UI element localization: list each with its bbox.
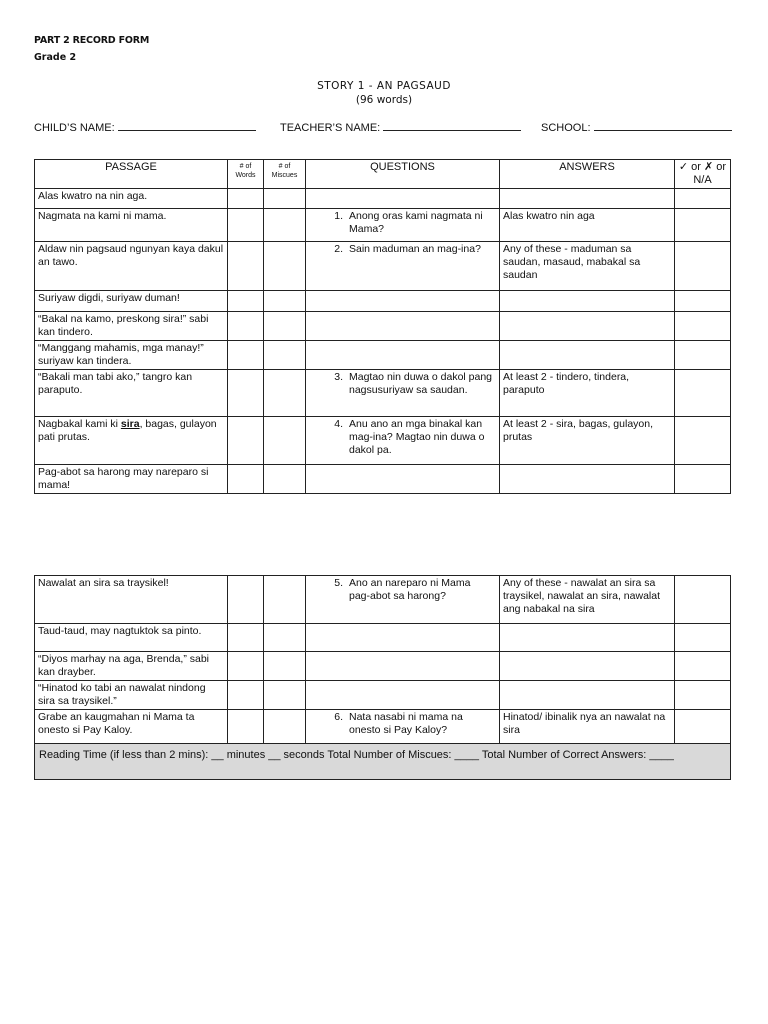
reading-summary: Reading Time (if less than 2 mins): __ minutes __ seconds Total Number of Miscues: ____ Total Number of Correct Answers: ____ (35, 744, 731, 780)
question-number: 6. (334, 711, 343, 723)
table-row (35, 189, 731, 209)
miscues-cell[interactable] (264, 370, 306, 417)
question-number: 1. (334, 210, 343, 222)
passage-cell: Taud-taud, may nagtuktok sa pinto. (35, 624, 228, 652)
answer-cell (500, 189, 675, 209)
questions-header: QUESTIONS (306, 160, 500, 189)
school-field[interactable] (541, 120, 732, 134)
miscues-cell[interactable] (264, 624, 306, 652)
words-cell[interactable] (228, 189, 264, 209)
mark-cell[interactable] (675, 710, 731, 744)
words-cell[interactable] (228, 624, 264, 652)
miscues-cell[interactable] (264, 341, 306, 370)
school-label: SCHOOL: (541, 122, 591, 134)
question-cell (306, 681, 500, 710)
answer-cell: Alas kwatro nin aga (500, 209, 675, 242)
teacher-name-blank[interactable] (383, 120, 521, 131)
mark-cell[interactable] (675, 370, 731, 417)
story-title: STORY 1 - AN PAGSAUD (317, 80, 451, 92)
words-cell[interactable] (228, 291, 264, 312)
question-cell (306, 624, 500, 652)
passage-cell: “Diyos marhay na aga, Brenda,” sabi kan drayber. (35, 652, 228, 681)
miscues-header: # of Miscues (264, 160, 306, 189)
teacher-name-field[interactable] (280, 120, 521, 134)
miscues-cell[interactable] (264, 242, 306, 291)
words-cell[interactable] (228, 576, 264, 624)
words-cell[interactable] (228, 465, 264, 494)
table-row (35, 576, 731, 624)
words-cell[interactable] (228, 209, 264, 242)
story-word-count: (96 words) (355, 94, 413, 106)
miscues-cell[interactable] (264, 189, 306, 209)
answer-cell: Hinatod/ ibinalik nya an nawalat na sira (500, 710, 675, 744)
question-cell (306, 417, 500, 465)
passage-text-end: , bagas, gulayon pati prutas. (38, 418, 217, 443)
words-cell[interactable] (228, 370, 264, 417)
passage-cell: Pag-abot sa harong may nareparo si mama! (35, 465, 228, 494)
table-row (35, 681, 731, 710)
mark-cell[interactable] (675, 417, 731, 465)
passage-cell: Aldaw nin pagsaud ngunyan kaya dakul an tawo. (35, 242, 228, 291)
table-row (35, 465, 731, 494)
grade-label: Grade 2 (34, 52, 77, 63)
answer-cell: At least 2 - tindero, tindera, paraputo (500, 370, 675, 417)
miscues-cell[interactable] (264, 291, 306, 312)
question-number: 4. (334, 418, 343, 430)
miscues-cell[interactable] (264, 465, 306, 494)
question-cell (306, 209, 500, 242)
answer-cell (500, 681, 675, 710)
words-header: # of Words (228, 160, 264, 189)
question-text: Anu ano an mga binakal kan mag-ina? Magtao nin duwa o dakol pa. (349, 418, 485, 456)
words-cell[interactable] (228, 710, 264, 744)
passage-cell: “Bakali man tabi ako,” tangro kan paraputo. (35, 370, 228, 417)
answer-cell (500, 624, 675, 652)
words-cell[interactable] (228, 417, 264, 465)
table-row (35, 417, 731, 465)
mark-cell[interactable] (675, 209, 731, 242)
record-table-2 (34, 575, 731, 780)
words-cell[interactable] (228, 312, 264, 341)
school-blank[interactable] (594, 120, 732, 131)
miscues-cell[interactable] (264, 576, 306, 624)
mark-cell[interactable] (675, 624, 731, 652)
question-cell (306, 370, 500, 417)
table-row (35, 624, 731, 652)
mark-cell[interactable] (675, 681, 731, 710)
mark-header: ✓ or ✗ or N/A (675, 160, 731, 189)
table-row (35, 291, 731, 312)
answer-cell (500, 312, 675, 341)
question-text: Magtao nin duwa o dakol pang nagsusuriyaw sa saudan. (349, 371, 493, 396)
miscues-cell[interactable] (264, 312, 306, 341)
passage-cell: Alas kwatro na nin aga. (35, 189, 228, 209)
mark-cell[interactable] (675, 242, 731, 291)
question-cell (306, 710, 500, 744)
mark-cell[interactable] (675, 341, 731, 370)
summary-row (35, 744, 731, 780)
question-number: 5. (334, 577, 343, 589)
question-cell (306, 576, 500, 624)
answer-cell (500, 341, 675, 370)
passage-cell: Grabe an kaugmahan ni Mama ta onesto si Pay Kaloy. (35, 710, 228, 744)
words-cell[interactable] (228, 681, 264, 710)
question-number: 3. (334, 371, 343, 383)
passage-cell: Nawalat an sira sa traysikel! (35, 576, 228, 624)
passage-cell (35, 417, 228, 465)
answer-cell: Any of these - maduman sa saudan, masaud, mabakal sa saudan (500, 242, 675, 291)
question-cell (306, 312, 500, 341)
record-table-1 (34, 159, 731, 494)
child-name-label: CHILD’S NAME: (34, 122, 115, 134)
answer-cell (500, 465, 675, 494)
table-row (35, 341, 731, 370)
passage-header: PASSAGE (35, 160, 228, 189)
miscues-cell[interactable] (264, 209, 306, 242)
mark-cell[interactable] (675, 291, 731, 312)
mark-cell[interactable] (675, 465, 731, 494)
child-name-blank[interactable] (118, 120, 256, 131)
mark-cell[interactable] (675, 652, 731, 681)
question-cell (306, 652, 500, 681)
table-row (35, 209, 731, 242)
question-cell (306, 189, 500, 209)
underlined-word: sira (120, 418, 140, 430)
question-cell (306, 291, 500, 312)
question-text: Anong oras kami nagmata ni Mama? (349, 210, 483, 235)
words-cell[interactable] (228, 652, 264, 681)
miscues-cell[interactable] (264, 417, 306, 465)
miscues-cell[interactable] (264, 652, 306, 681)
words-cell[interactable] (228, 242, 264, 291)
table-row (35, 370, 731, 417)
passage-cell: “Hinatod ko tabi an nawalat nindong sira sa traysikel.” (35, 681, 228, 710)
question-number: 2. (334, 243, 343, 255)
passage-cell: Suriyaw digdi, suriyaw duman! (35, 291, 228, 312)
passage-text-start: Nagbakal kami ki (38, 418, 121, 430)
table-row (35, 312, 731, 341)
form-label: PART 2 RECORD FORM (34, 35, 150, 46)
question-text: Nata nasabi ni mama na onesto si Pay Kaloy? (349, 711, 463, 736)
teacher-name-label: TEACHER’S NAME: (280, 122, 381, 134)
table-row (35, 652, 731, 681)
answer-cell: At least 2 - sira, bagas, gulayon, prutas (500, 417, 675, 465)
question-text: Sain maduman an mag-ina? (349, 243, 481, 255)
question-cell (306, 242, 500, 291)
question-cell (306, 341, 500, 370)
passage-cell: Nagmata na kami ni mama. (35, 209, 228, 242)
answer-cell (500, 652, 675, 681)
mark-cell[interactable] (675, 312, 731, 341)
words-cell[interactable] (228, 341, 264, 370)
table-row (35, 242, 731, 291)
answer-cell (500, 291, 675, 312)
answers-header: ANSWERS (500, 160, 675, 189)
table-row (35, 710, 731, 744)
passage-cell: “Manggang mahamis, mga manay!” suriyaw kan tindera. (35, 341, 228, 370)
mark-cell[interactable] (675, 576, 731, 624)
question-text: Ano an nareparo ni Mama pag-abot sa harong? (349, 577, 471, 602)
answer-cell: Any of these - nawalat an sira sa traysikel, nawalat an sira, nawalat ang nabakal na sira (500, 576, 675, 624)
miscues-cell[interactable] (264, 710, 306, 744)
miscues-cell[interactable] (264, 681, 306, 710)
child-name-field[interactable] (34, 120, 256, 134)
passage-cell: “Bakal na kamo, preskong sira!” sabi kan tindero. (35, 312, 228, 341)
question-cell (306, 465, 500, 494)
mark-cell[interactable] (675, 189, 731, 209)
